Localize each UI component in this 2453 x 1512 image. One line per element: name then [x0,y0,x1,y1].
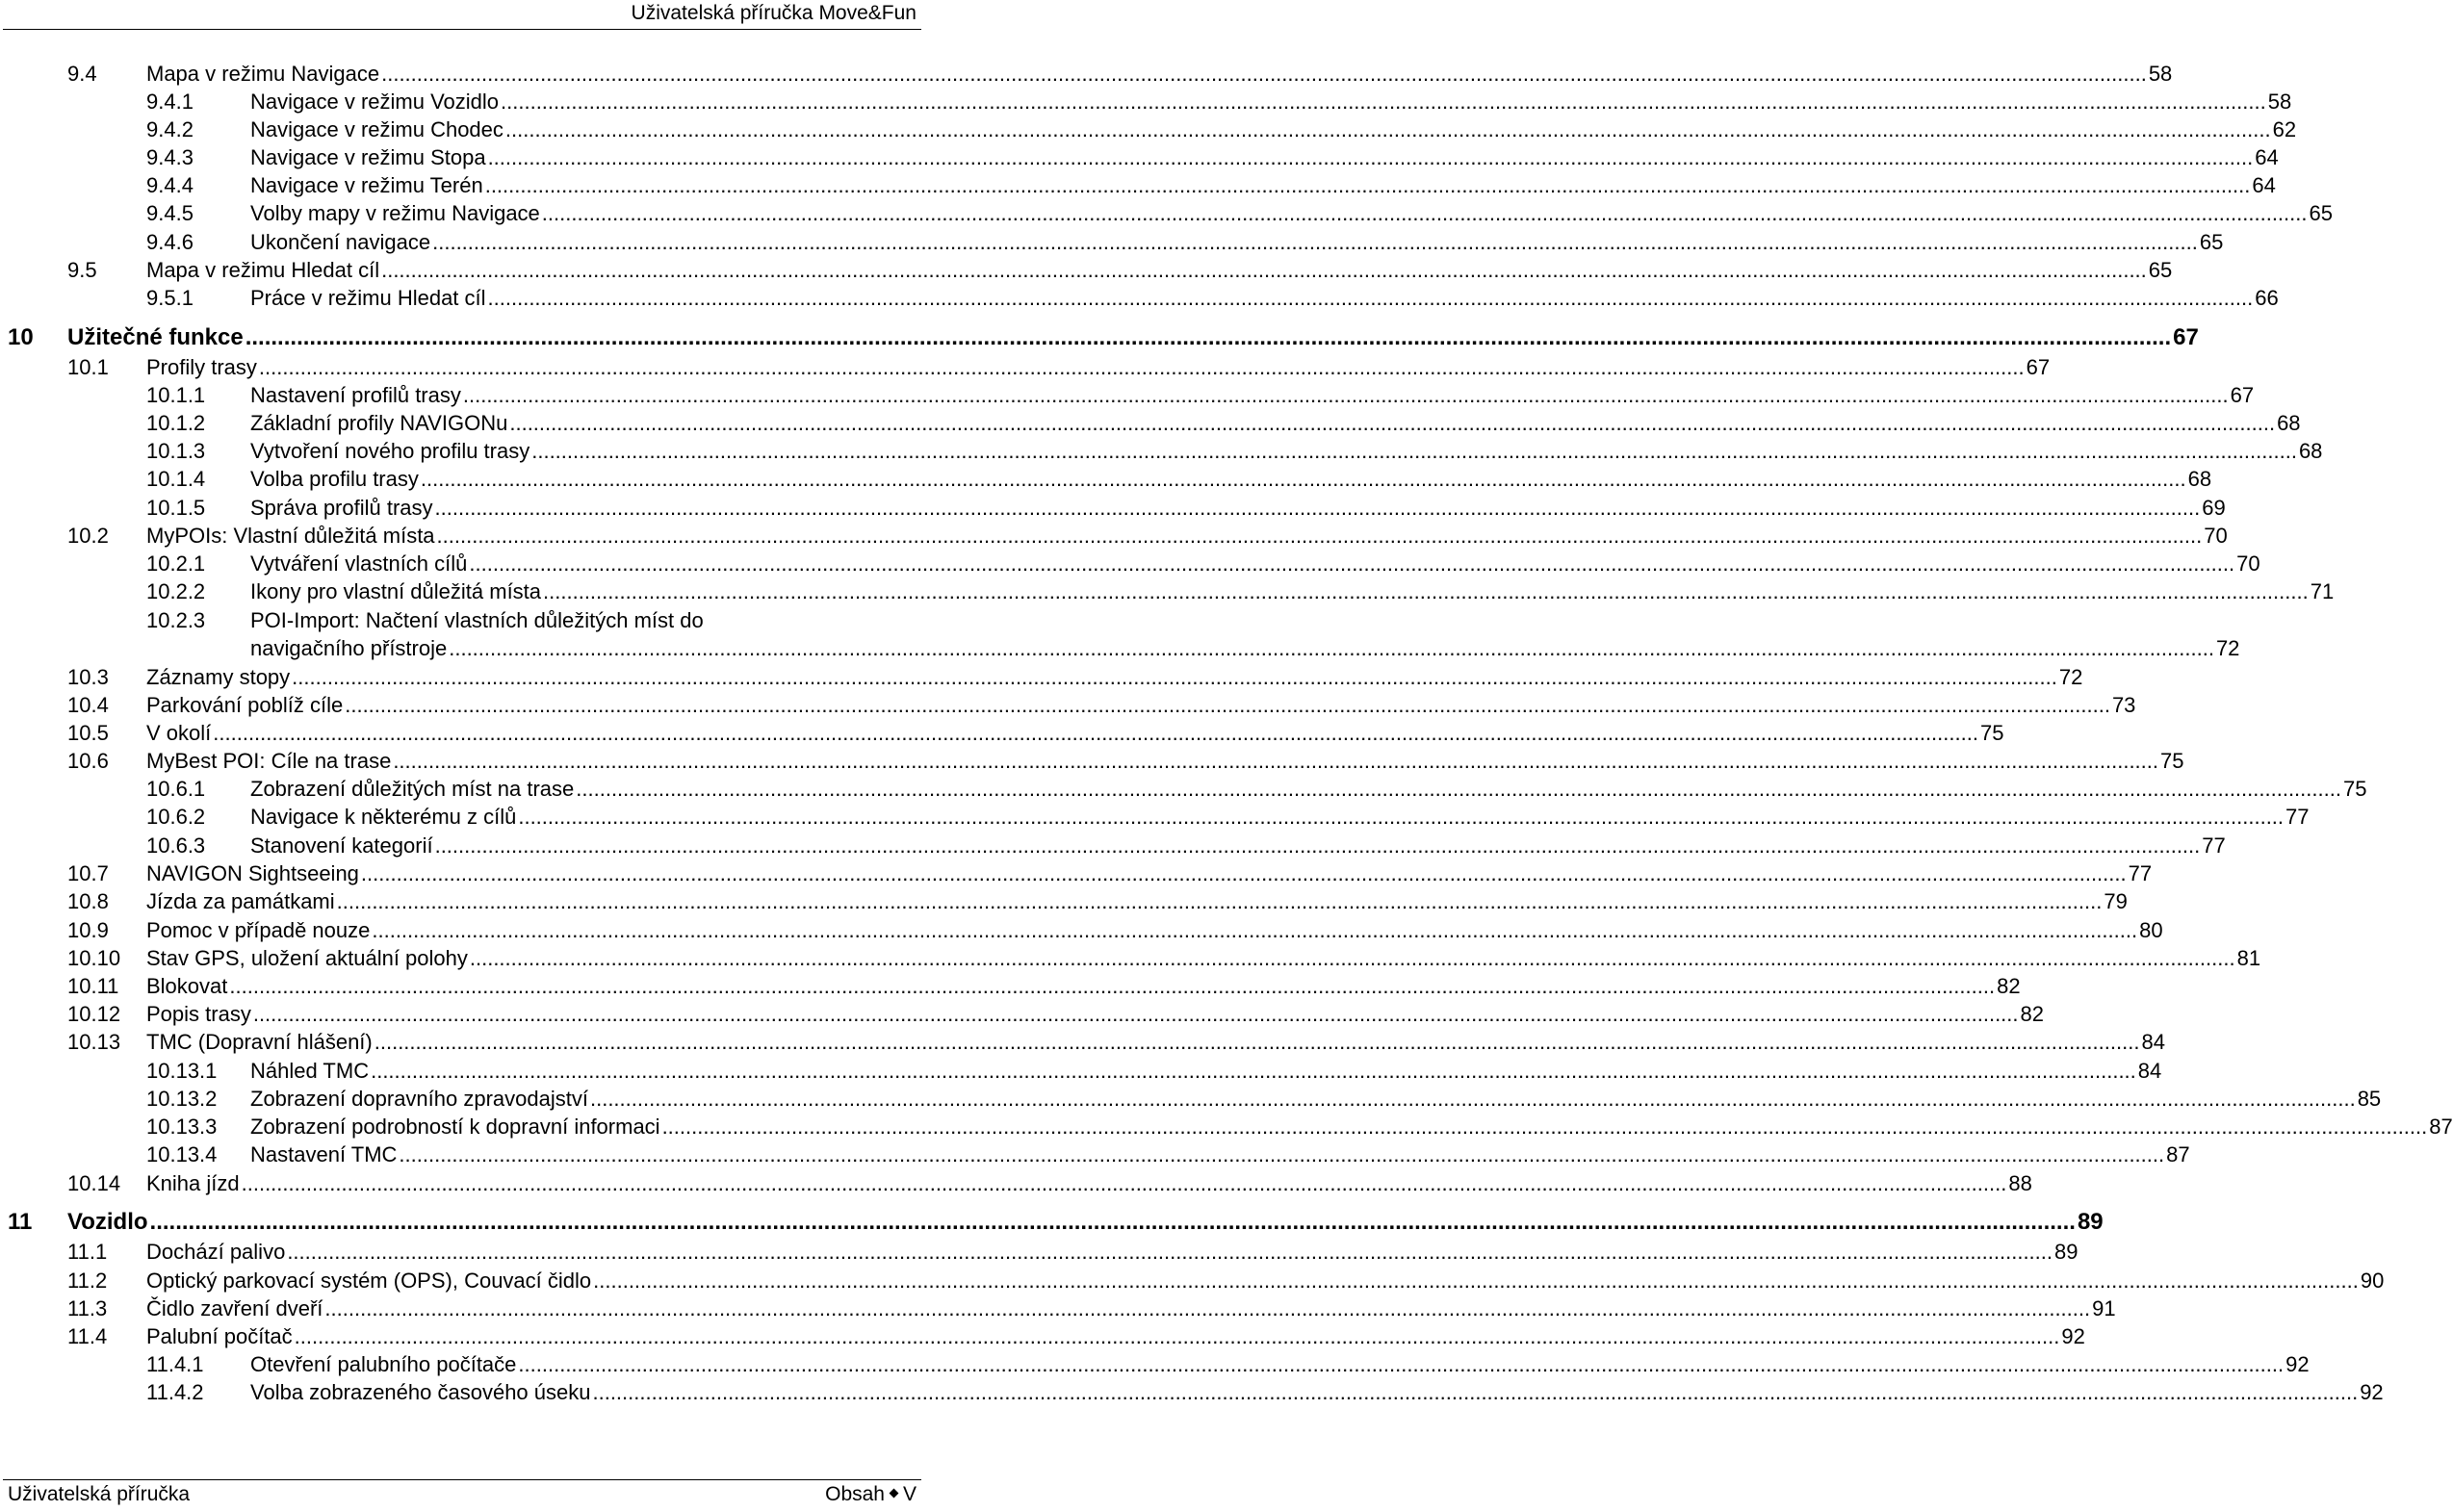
toc-entry-title: Zobrazení dopravního zpravodajství [250,1087,588,1111]
toc-entry-title: Profily trasy [146,355,257,379]
toc-entry-number: 10.3 [67,665,109,689]
toc-entry-page: 58 [2267,90,2292,114]
toc-entry-page: 65 [2148,258,2173,282]
toc-entry-page: 68 [2298,439,2323,463]
toc-entry-number: 11.4 [67,1324,108,1348]
toc-dot-leader: ............................................................................................................................................................................................................................................................................................................ [393,749,2159,773]
toc-dot-leader: ............................................................................................................................................................................................................................................................................................................ [589,1087,2356,1111]
toc-dot-leader: ............................................................................................................................................................................................................................................................................................................ [462,383,2229,407]
toc-entry-number: 10.2.1 [146,551,206,576]
toc-entry-number: 10.10 [67,946,121,970]
toc-entry-number: 10.9 [67,918,109,942]
toc-entry-title: Vytvoření nového profilu trasy [250,439,530,463]
toc-entry-title: Dochází palivo [146,1240,286,1264]
toc-entry-page: 58 [2148,62,2173,86]
toc-entry-number: 11.4.2 [146,1380,204,1404]
toc-dot-leader: ............................................................................................................................................................................................................................................................................................................ [245,324,2172,350]
toc-entry-number: 9.4.2 [146,117,194,141]
toc-entry-number: 10 [8,324,34,350]
toc-entry-title: navigačního přístroje [250,636,448,660]
toc-dot-leader: ............................................................................................................................................................................................................................................................................................................ [360,861,2127,885]
toc-entry-number: 10.13.1 [146,1059,218,1083]
toc-dot-leader: ............................................................................................................................................................................................................................................................................................................ [541,201,2308,225]
toc-entry-number: 10.2 [67,524,109,548]
toc-entry-page: 67 [2230,383,2255,407]
toc-entry-page: 66 [2255,286,2279,310]
toc-dot-leader: ............................................................................................................................................................................................................................................................................................................ [593,1269,2359,1293]
toc-dot-leader: ............................................................................................................................................................................................................................................................................................................ [661,1115,2428,1139]
toc-entry-number: 10.1.3 [146,439,206,463]
toc-entry-number: 10.1.1 [146,383,206,407]
toc-dot-leader: ............................................................................................................................................................................................................................................................................................................ [501,90,2266,114]
toc-entry-title: Pomoc v případě nouze [146,918,371,942]
toc-entry-number: 9.4 [67,62,97,86]
toc-entry-page: 89 [2077,1209,2104,1235]
toc-entry-title: Nastavení TMC [250,1142,398,1166]
toc-entry-title: Základní profily NAVIGONu [250,411,508,435]
toc-dot-leader: ............................................................................................................................................................................................................................................................................................................ [371,1059,2136,1083]
toc-entry-number: 9.5 [67,258,97,282]
footer-section-label: Obsah [825,1483,885,1505]
toc-dot-leader: ............................................................................................................................................................................................................................................................................................................ [372,918,2138,942]
toc-entry-number: 10.1.5 [146,496,206,520]
toc-dot-leader: ............................................................................................................................................................................................................................................................................................................ [149,1209,2076,1235]
toc-entry-title: Palubní počítač [146,1324,293,1348]
toc-entry-title: Navigace v režimu Chodec [250,117,504,141]
toc-entry-title: Navigace v režimu Terén [250,173,483,197]
toc-entry-title: Stanovení kategorií [250,833,433,858]
toc-entry-number: 11.4.1 [146,1352,204,1376]
toc-entry-title: Zobrazení důležitých míst na trase [250,777,575,801]
toc-entry-number: 10.6.2 [146,805,206,829]
toc-dot-leader: ............................................................................................................................................................................................................................................................................................................ [543,579,2309,603]
toc-entry-number: 10.14 [67,1171,121,1195]
toc-entry-number: 10.13.4 [146,1142,218,1166]
toc-entry-title: Popis trasy [146,1002,251,1026]
toc-dot-leader: ............................................................................................................................................................................................................................................................................................................ [420,467,2186,491]
toc-entry-number: 10.7 [67,861,109,885]
toc-entry-title: Náhled TMC [250,1059,370,1083]
toc-entry-title: Navigace k některému z cílů [250,805,517,829]
running-header-title: Uživatelská příručka Move&Fun [631,2,917,24]
toc-entry-number: 9.4.6 [146,230,194,254]
toc-entry-page: 75 [1979,721,2004,745]
toc-entry-page: 70 [2204,524,2228,548]
toc-entry-page: 80 [2139,918,2163,942]
toc-dot-leader: ............................................................................................................................................................................................................................................................................................................ [434,833,2201,858]
toc-entry-number: 10.13.3 [146,1115,218,1139]
toc-dot-leader: ............................................................................................................................................................................................................................................................................................................ [292,665,2057,689]
toc-entry-page: 84 [2141,1030,2165,1054]
toc-entry-page: 82 [2020,1002,2045,1026]
toc-entry-title: MyBest POI: Cíle na trase [146,749,392,773]
toc-entry-page: 64 [2255,145,2279,169]
toc-entry-number: 10.2.2 [146,579,206,603]
toc-entry-number: 10.12 [67,1002,121,1026]
toc-entry-page: 79 [2104,889,2128,913]
toc-entry-number: 11.3 [67,1296,108,1320]
footer-rule [3,1479,921,1480]
toc-dot-leader: ............................................................................................................................................................................................................................................................................................................ [258,355,2025,379]
toc-dot-leader: ............................................................................................................................................................................................................................................................................................................ [374,1030,2140,1054]
toc-entry-page: 91 [2092,1296,2116,1320]
toc-entry-page: 77 [2285,805,2310,829]
toc-entry-page: 64 [2252,173,2276,197]
toc-dot-leader: ............................................................................................................................................................................................................................................................................................................ [576,777,2341,801]
toc-entry-title: MyPOIs: Vlastní důležitá místa [146,524,435,548]
toc-entry-title: Zobrazení podrobností k dopravní informaci [250,1115,660,1139]
toc-entry-title: Kniha jízd [146,1171,240,1195]
toc-entry-title: Optický parkovací systém (OPS), Couvací čidlo [146,1269,592,1293]
toc-entry-title: Ukončení navigace [250,230,431,254]
toc-entry-number: 11 [8,1209,33,1235]
toc-entry-number: 10.6 [67,749,109,773]
toc-entry-page: 88 [2008,1171,2032,1195]
toc-entry-page: 75 [2160,749,2184,773]
toc-entry-page: 92 [2285,1352,2310,1376]
toc-entry-title: Správa profilů trasy [250,496,433,520]
toc-entry-page: 68 [2277,411,2301,435]
footer-page-number: V [902,1483,917,1505]
toc-dot-leader: ............................................................................................................................................................................................................................................................................................................ [434,496,2201,520]
toc-entry-page: 71 [2310,579,2335,603]
toc-dot-leader: ............................................................................................................................................................................................................................................................................................................ [287,1240,2053,1264]
toc-entry-title: TMC (Dopravní hlášení) [146,1030,373,1054]
toc-dot-leader: ............................................................................................................................................................................................................................................................................................................ [381,258,2147,282]
toc-dot-leader: ............................................................................................................................................................................................................................................................................................................ [252,1002,2019,1026]
toc-entry-number: 10.6.3 [146,833,206,858]
toc-entry-page: 92 [2061,1324,2085,1348]
toc-entry-page: 69 [2202,496,2226,520]
toc-entry-title: Parkování poblíž cíle [146,693,344,717]
toc-entry-title: Ikony pro vlastní důležitá místa [250,579,542,603]
toc-entry-number: 10.2.3 [146,608,206,632]
toc-entry-page: 90 [2360,1269,2385,1293]
toc-entry-title: Čidlo zavření dveří [146,1296,323,1320]
diamond-icon [890,1489,899,1499]
toc-entry-title: Volba zobrazeného časového úseku [250,1380,591,1404]
toc-entry-page: 85 [2357,1087,2382,1111]
toc-dot-leader: ............................................................................................................................................................................................................................................................................................................ [213,721,1978,745]
toc-entry-number: 9.4.4 [146,173,194,197]
toc-entry-page: 70 [2236,551,2260,576]
toc-entry-title: Otevření palubního počítače [250,1352,517,1376]
toc-entry-title: NAVIGON Sightseeing [146,861,359,885]
toc-entry-number: 11.1 [67,1240,108,1264]
toc-entry-page: 77 [2128,861,2153,885]
toc-entry-page: 67 [2026,355,2051,379]
toc-entry-title: V okolí [146,721,212,745]
toc-dot-leader: ............................................................................................................................................................................................................................................................................................................ [294,1324,2060,1348]
toc-entry-page: 81 [2236,946,2261,970]
toc-entry-title: Práce v režimu Hledat cíl [250,286,486,310]
toc-dot-leader: ............................................................................................................................................................................................................................................................................................................ [241,1171,2007,1195]
toc-entry-page: 77 [2202,833,2226,858]
footer-document-title: Uživatelská příručka [8,1483,191,1505]
toc-dot-leader: ............................................................................................................................................................................................................................................................................................................ [487,145,2254,169]
toc-dot-leader: ............................................................................................................................................................................................................................................................................................................ [436,524,2203,548]
footer-section-page [825,1483,917,1506]
toc-entry-title: Nastavení profilů trasy [250,383,461,407]
toc-entry-title: Mapa v režimu Navigace [146,62,380,86]
toc-entry-title: Stav GPS, uložení aktuální polohy [146,946,468,970]
toc-entry-page: 62 [2272,117,2297,141]
toc-entry-number: 10.13 [67,1030,121,1054]
toc-entry-title: Jízda za památkami [146,889,335,913]
toc-entry-page: 84 [2137,1059,2162,1083]
toc-entry-title-line1: POI-Import: Načtení vlastních důležitých míst do [250,608,704,632]
toc-dot-leader: ............................................................................................................................................................................................................................................................................................................ [381,62,2147,86]
toc-dot-leader: ............................................................................................................................................................................................................................................................................................................ [518,1352,2285,1376]
toc-dot-leader: ............................................................................................................................................................................................................................................................................................................ [449,636,2214,660]
toc-entry-number: 9.4.3 [146,145,194,169]
toc-entry-number: 10.1.2 [146,411,206,435]
toc-entry-number: 10.5 [67,721,109,745]
toc-entry-page: 72 [2058,665,2083,689]
toc-entry-number: 9.5.1 [146,286,194,310]
toc-entry-title: Vytváření vlastních cílů [250,551,468,576]
toc-entry-page: 67 [2173,324,2199,350]
toc-entry-number: 10.1 [67,355,109,379]
toc-entry-page: 68 [2187,467,2212,491]
toc-dot-leader: ............................................................................................................................................................................................................................................................................................................ [531,439,2297,463]
toc-entry-title: Navigace v režimu Stopa [250,145,486,169]
toc-entry-page: 92 [2360,1380,2384,1404]
toc-entry-number: 10.4 [67,693,109,717]
toc-entry-title: Volba profilu trasy [250,467,419,491]
toc-entry-title: Mapa v režimu Hledat cíl [146,258,380,282]
toc-dot-leader: ............................................................................................................................................................................................................................................................................................................ [518,805,2285,829]
toc-entry-number: 10.11 [67,974,119,998]
toc-entry-title: Blokovat [146,974,228,998]
toc-dot-leader: ............................................................................................................................................................................................................................................................................................................ [509,411,2276,435]
toc-entry-title: Záznamy stopy [146,665,291,689]
toc-dot-leader: ............................................................................................................................................................................................................................................................................................................ [484,173,2251,197]
toc-entry-page: 87 [2166,1142,2190,1166]
header-rule [3,29,921,30]
toc-entry-page: 65 [2199,230,2224,254]
toc-entry-number: 10.1.4 [146,467,206,491]
toc-entry-page: 82 [1997,974,2021,998]
toc-entry-number: 11.2 [67,1269,108,1293]
toc-entry-number: 10.13.2 [146,1087,218,1111]
toc-dot-leader: ............................................................................................................................................................................................................................................................................................................ [324,1296,2091,1320]
toc-dot-leader: ............................................................................................................................................................................................................................................................................................................ [504,117,2271,141]
toc-entry-number: 9.4.1 [146,90,194,114]
toc-entry-page: 87 [2429,1115,2453,1139]
toc-dot-leader: ............................................................................................................................................................................................................................................................................................................ [336,889,2103,913]
toc-entry-number: 10.6.1 [146,777,206,801]
toc-dot-leader: ............................................................................................................................................................................................................................................................................................................ [345,693,2110,717]
toc-entry-page: 72 [2215,636,2240,660]
toc-entry-title: Volby mapy v režimu Navigace [250,201,540,225]
toc-dot-leader: ............................................................................................................................................................................................................................................................................................................ [469,946,2235,970]
toc-dot-leader: ............................................................................................................................................................................................................................................................................................................ [469,551,2235,576]
toc-entry-title: Užitečné funkce [67,324,244,350]
toc-entry-page: 89 [2054,1240,2079,1264]
toc-entry-title: Vozidlo [67,1209,148,1235]
toc-entry-number: 9.4.5 [146,201,194,225]
toc-entry-title: Navigace v režimu Vozidlo [250,90,500,114]
toc-entry-page: 65 [2309,201,2333,225]
toc-dot-leader: ............................................................................................................................................................................................................................................................................................................ [592,1380,2359,1404]
toc-entry-page: 75 [2342,777,2367,801]
toc-dot-leader: ............................................................................................................................................................................................................................................................................................................ [399,1142,2165,1166]
toc-dot-leader: ............................................................................................................................................................................................................................................................................................................ [432,230,2198,254]
toc-dot-leader: ............................................................................................................................................................................................................................................................................................................ [487,286,2254,310]
toc-entry-page: 73 [2111,693,2136,717]
toc-dot-leader: ............................................................................................................................................................................................................................................................................................................ [229,974,1996,998]
toc-entry-number: 10.8 [67,889,109,913]
